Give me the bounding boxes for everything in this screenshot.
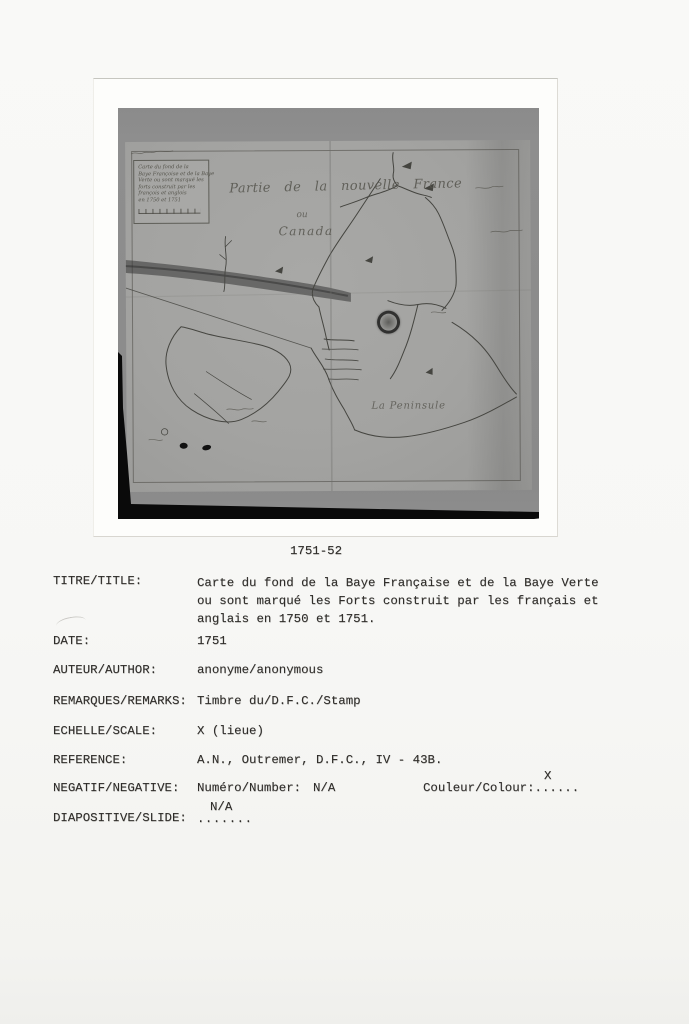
field-value-reference: A.N., Outremer, D.F.C., IV - 43B. xyxy=(197,753,443,767)
field-label-negative: NEGATIF/NEGATIVE: xyxy=(53,781,180,795)
page-crease-mark xyxy=(55,614,87,632)
negative-colour xyxy=(423,781,579,796)
slide-dots: ....... xyxy=(197,812,253,826)
photo-black-border xyxy=(118,108,539,519)
map-label-region: Partie de la nouvelle France xyxy=(229,176,463,197)
field-value-title xyxy=(197,574,599,629)
field-label-slide: DIAPOSITIVE/SLIDE: xyxy=(53,811,187,825)
negative-colour-dots: ...... xyxy=(534,781,580,795)
field-value-remarks: Timbre du/D.F.C./Stamp xyxy=(197,694,361,708)
map-label-peninsula: La Peninsule xyxy=(371,400,446,412)
negative-colour-mark: X xyxy=(544,769,552,783)
title-line: anglais en 1750 et 1751. xyxy=(197,612,376,627)
field-value-date: 1751 xyxy=(197,634,227,648)
field-label-author: AUTEUR/AUTHOR: xyxy=(53,663,158,677)
map-label-region-ou: ou xyxy=(296,210,308,221)
photo-print xyxy=(93,78,558,537)
field-label-reference: REFERENCE: xyxy=(53,753,128,767)
field-label-date: DATE: xyxy=(53,634,91,648)
title-line: Carte du fond de la Baye Française et de la Baye Verte xyxy=(197,576,599,590)
negative-colour-label: Couleur/Colour: xyxy=(423,781,535,795)
field-value-scale: X (lieue) xyxy=(197,724,264,738)
title-line: ou sont marqué les Forts construit par les français et xyxy=(197,594,599,609)
cartouche-line: Verte ou sont marqué les xyxy=(138,176,204,184)
field-value-author: anonyme/anonymous xyxy=(197,663,324,677)
cartouche-line: Carte du fond de la xyxy=(138,163,189,171)
field-label-title: TITRE/TITLE: xyxy=(53,574,143,588)
negative-number-value: N/A xyxy=(313,781,336,795)
field-label-remarks: REMARQUES/REMARKS: xyxy=(53,694,187,708)
cartouche-line: en 1750 et 1751 xyxy=(138,196,182,204)
slide-value: N/A xyxy=(210,800,233,814)
map-photograph xyxy=(118,108,539,519)
cartouche-line: forts construit par les xyxy=(138,183,196,190)
photo-number: 1751-52 xyxy=(290,544,343,558)
cartouche-line: Baye Françoise et de la Baye xyxy=(138,170,215,177)
cartouche-line: françois et anglois xyxy=(138,190,187,197)
negative-number-label: Numéro/Number: xyxy=(197,781,302,795)
field-label-scale: ECHELLE/SCALE: xyxy=(53,724,158,738)
map-label-canada: Canada xyxy=(278,223,334,239)
